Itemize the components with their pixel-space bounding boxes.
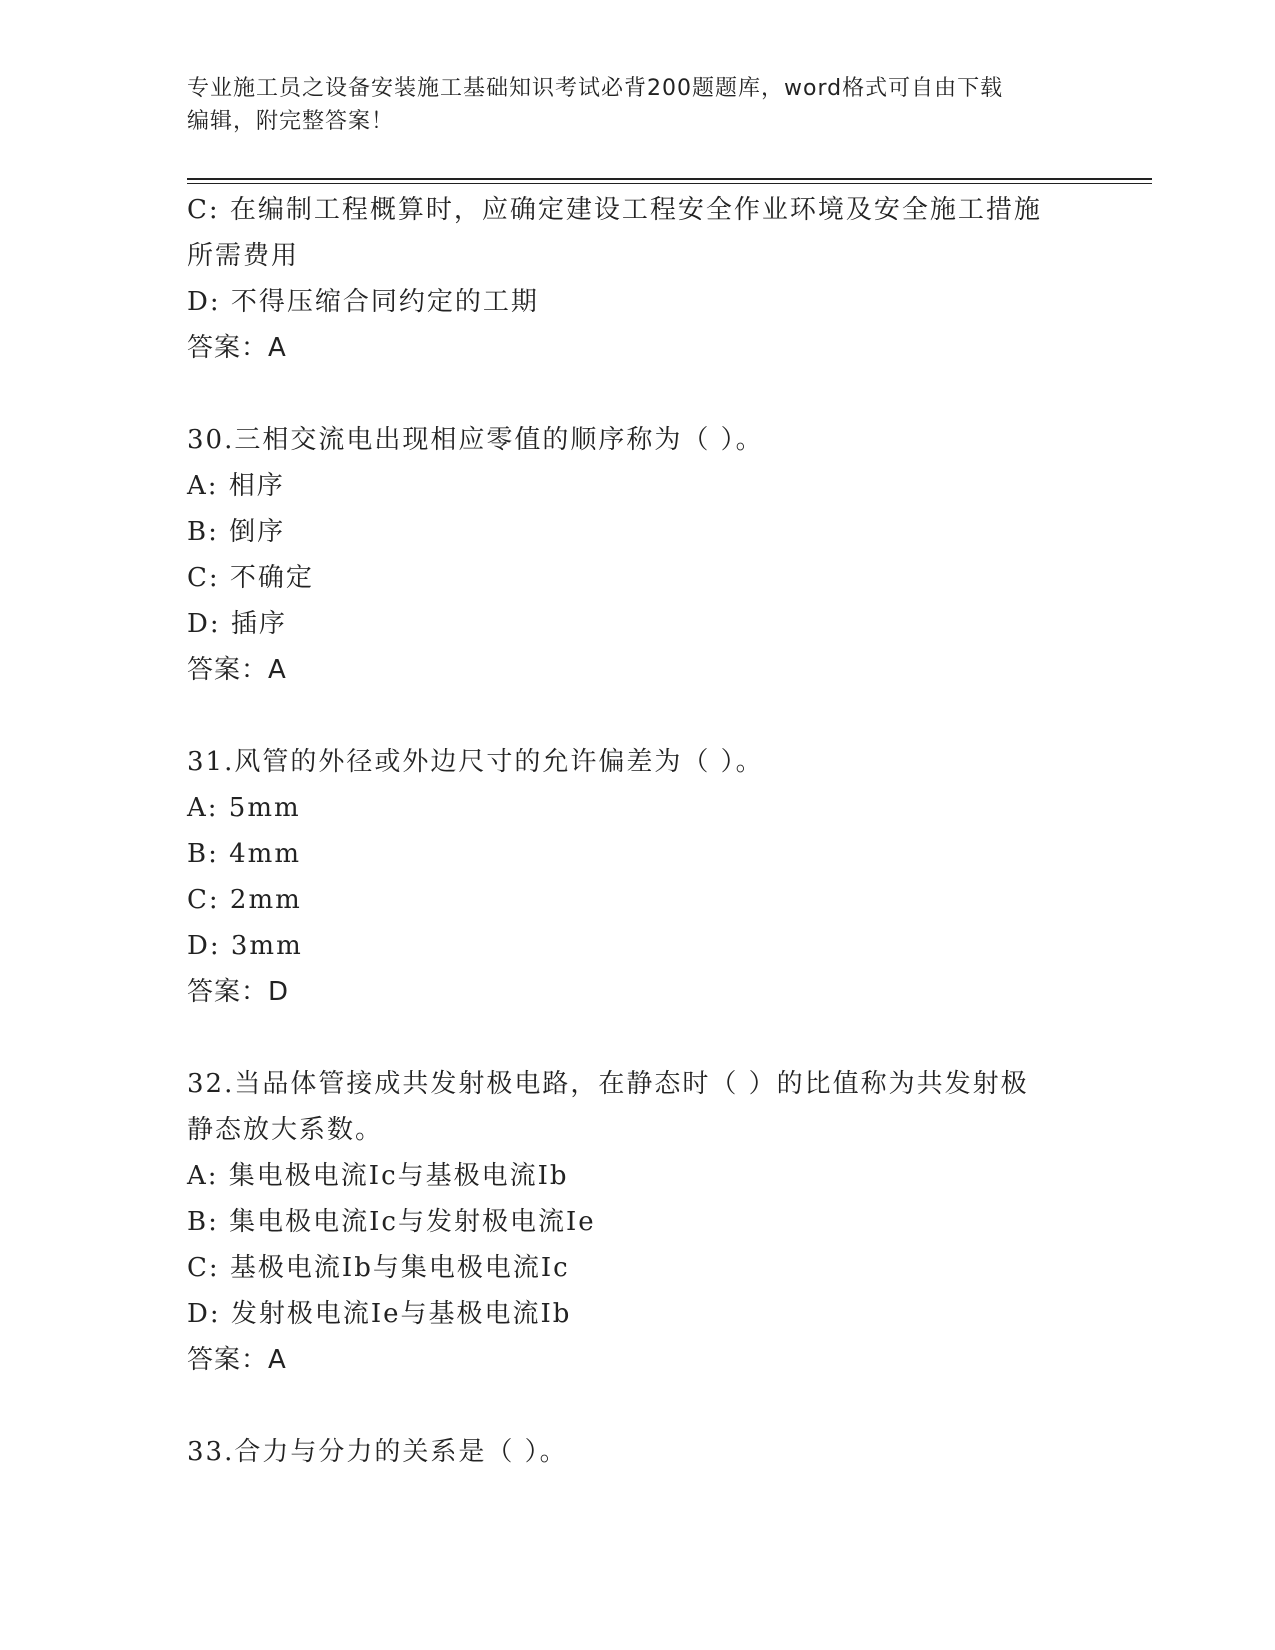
q33-question: 33.合力与分力的关系是（ ）。	[187, 1437, 568, 1467]
q29-answer: 答案：A	[187, 333, 287, 363]
q30-option-c: C: 不确定	[187, 563, 314, 593]
question-33	[187, 1429, 1087, 1475]
header-line-2: 编辑，附完整答案！	[187, 109, 395, 134]
q30-option-d: D: 插序	[187, 609, 287, 639]
q29-option-d: D: 不得压缩合同约定的工期	[187, 287, 539, 317]
spacer	[187, 1383, 1087, 1429]
q32-question-line-2: 静态放大系数。	[187, 1115, 384, 1145]
q30-question: 30.三相交流电出现相应零值的顺序称为（ ）。	[187, 425, 764, 455]
q30-option-a: A: 相序	[187, 471, 285, 501]
header-divider-thin	[187, 183, 1152, 184]
q30-option-b: B: 倒序	[187, 517, 286, 547]
q32-question-line-1: 32.当品体管接成共发射极电路，在静态时（ ）的比值称为共发射极	[187, 1069, 1029, 1099]
q31-option-b: B: 4mm	[187, 839, 301, 869]
q31-question: 31.风管的外径或外边尺寸的允许偏差为（ ）。	[187, 747, 764, 777]
question-list	[187, 187, 1087, 1475]
q30-answer: 答案：A	[187, 655, 287, 685]
q31-option-c: C: 2mm	[187, 885, 302, 915]
spacer	[187, 1015, 1087, 1061]
q32-option-c: C: 基极电流Ib与集电极电流Ic	[187, 1253, 570, 1283]
header-divider-thick	[187, 178, 1152, 180]
spacer	[187, 371, 1087, 417]
header-line-1: 专业施工员之设备安装施工基础知识考试必背200题题库，word格式可自由下载	[187, 76, 1004, 101]
q32-option-a: A: 集电极电流Ic与基极电流Ib	[187, 1161, 569, 1191]
q31-option-d: D: 3mm	[187, 931, 303, 961]
q31-option-a: A: 5mm	[187, 793, 301, 823]
question-31	[187, 739, 1087, 1015]
q32-option-d: D: 发射极电流Ie与基极电流Ib	[187, 1299, 572, 1329]
q32-option-b: B: 集电极电流Ic与发射极电流Ie	[187, 1207, 596, 1237]
q32-answer: 答案：A	[187, 1345, 287, 1375]
q31-answer: 答案：D	[187, 977, 290, 1007]
document-header	[187, 72, 1067, 138]
question-30	[187, 417, 1087, 693]
q29-option-c-line-1: C: 在编制工程概算时，应确定建设工程安全作业环境及安全施工措施	[187, 195, 1042, 225]
spacer	[187, 693, 1087, 739]
question-32	[187, 1061, 1087, 1383]
q29-option-c-line-2: 所需费用	[187, 241, 300, 271]
question-29-tail	[187, 187, 1087, 371]
